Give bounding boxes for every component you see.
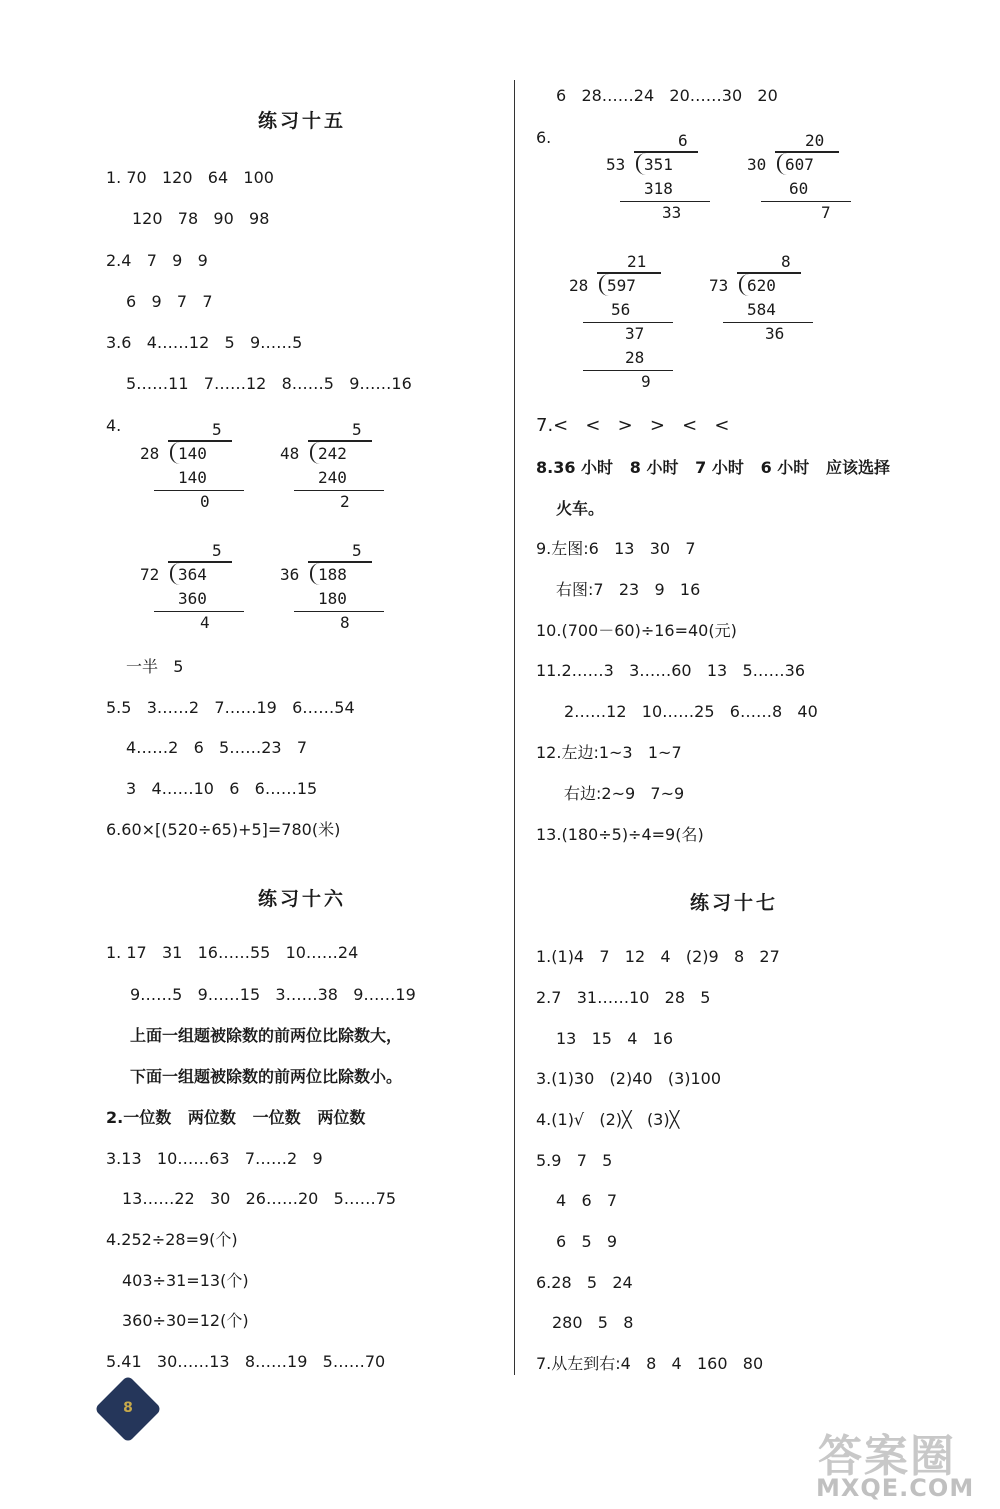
answer-line: 2.7 31……10 28 5 (536, 988, 711, 1007)
answer-line: 403÷31=13(个) (122, 1271, 249, 1290)
divisor: 30 (747, 155, 767, 174)
answer-line: 7.< < > > < < (536, 415, 730, 436)
answer-line: 2.4 7 9 9 (106, 251, 208, 270)
watermark-logo: 答案圈 (818, 1431, 956, 1482)
answer-line: 1. 70 120 64 100 (106, 168, 274, 187)
watermark (812, 1420, 992, 1502)
column-divider (514, 80, 515, 1375)
partial-remainder: 37 (625, 324, 645, 343)
answer-line: 1.(1)4 7 12 4 (2)9 8 27 (536, 947, 780, 966)
divisor: 73 (709, 276, 729, 295)
answer-line: 3.13 10……63 7……2 9 (106, 1149, 323, 1168)
product: 28 (625, 348, 645, 367)
divisor: 36 (280, 565, 300, 584)
section-title-15: 练习十五 (258, 110, 347, 132)
product: 240 (318, 468, 347, 487)
answer-line: 2.一位数 两位数 一位数 两位数 (106, 1108, 366, 1127)
quotient: 6 (678, 131, 688, 150)
product: 318 (644, 179, 673, 198)
answer-line: 4 6 7 (556, 1191, 618, 1210)
subtraction-line (154, 611, 244, 612)
answer-line: 3.6 4……12 5 9……5 (106, 333, 303, 352)
long-division (709, 252, 889, 362)
answer-line: 火车。 (556, 499, 605, 518)
answer-line: 5……11 7……12 8……5 9……16 (126, 374, 412, 393)
answer-line: 下面一组题被除数的前两位比除数小。 (130, 1067, 403, 1086)
answer-line: 6.28 5 24 (536, 1273, 633, 1292)
dividend: 364 (178, 565, 207, 584)
answer-line: 4.252÷28=9(个) (106, 1230, 238, 1249)
answer-line: 6. (536, 128, 552, 147)
subtraction-line (154, 490, 244, 491)
product: 140 (178, 468, 207, 487)
remainder: 8 (340, 613, 350, 632)
remainder: 7 (821, 203, 831, 222)
remainder: 4 (200, 613, 210, 632)
product: 56 (611, 300, 631, 319)
answer-line: 9.左图:6 13 30 7 (536, 539, 696, 558)
subtraction-line (620, 201, 710, 202)
remainder: 33 (662, 203, 682, 222)
long-division (747, 131, 927, 241)
answer-line: 5.9 7 5 (536, 1151, 613, 1170)
quotient: 21 (627, 252, 647, 271)
product: 60 (789, 179, 809, 198)
answer-line: 13.(180÷5)÷4=9(名) (536, 825, 704, 844)
answer-line: 3 4……10 6 6……15 (126, 779, 318, 798)
product: 180 (318, 589, 347, 608)
remainder: 9 (641, 372, 651, 391)
answer-line: 10.(700－60)÷16=40(元) (536, 621, 737, 640)
answer-line: 右图:7 23 9 16 (556, 580, 701, 599)
answer-line: 13 15 4 16 (556, 1029, 674, 1048)
section-title-16: 练习十六 (258, 888, 347, 910)
dividend: 597 (607, 276, 636, 295)
subtraction-line (723, 322, 813, 323)
divisor: 28 (569, 276, 589, 295)
quotient: 5 (352, 420, 362, 439)
answer-line: 右边:2~9 7~9 (564, 784, 685, 803)
answer-line: 360÷30=12(个) (122, 1311, 249, 1330)
subtraction-line (583, 370, 673, 371)
answer-line: 12.左边:1~3 1~7 (536, 743, 682, 762)
divisor: 28 (140, 444, 160, 463)
divisor: 48 (280, 444, 300, 463)
divisor: 72 (140, 565, 160, 584)
quotient: 5 (212, 420, 222, 439)
answer-line: 7.从左到右:4 8 4 160 80 (536, 1354, 764, 1373)
remainder: 0 (200, 492, 210, 511)
answer-line: 11.2……3 3……60 13 5……36 (536, 661, 806, 680)
answer-line: 13……22 30 26……20 5……75 (122, 1189, 397, 1208)
quotient: 5 (212, 541, 222, 560)
dividend: 140 (178, 444, 207, 463)
answer-line: 上面一组题被除数的前两位比除数大， (130, 1026, 403, 1045)
dividend: 607 (785, 155, 814, 174)
remainder: 36 (765, 324, 785, 343)
answer-line: 280 5 8 (552, 1313, 634, 1332)
divisor: 53 (606, 155, 626, 174)
answer-line: 5.5 3……2 7……19 6……54 (106, 698, 355, 717)
answer-line: 4.(1)√ (2)╳ (3)╳ (536, 1110, 680, 1129)
answer-line: 3.(1)30 (2)40 (3)100 (536, 1069, 722, 1088)
product: 360 (178, 589, 207, 608)
answer-line: 6 9 7 7 (126, 292, 213, 311)
long-division (280, 420, 460, 530)
subtraction-line (761, 201, 851, 202)
subtraction-line (294, 490, 384, 491)
answer-line: 6 5 9 (556, 1232, 618, 1251)
dividend: 188 (318, 565, 347, 584)
answer-line: 8.36 小时 8 小时 7 小时 6 小时 应该选择 (536, 458, 891, 477)
subtraction-line (583, 322, 673, 323)
product: 584 (747, 300, 776, 319)
answer-line: 5.41 30……13 8……19 5……70 (106, 1352, 386, 1371)
watermark-url: MXQE.COM (816, 1474, 975, 1502)
dividend: 242 (318, 444, 347, 463)
answer-line: 4. (106, 416, 122, 435)
answer-line: 9……5 9……15 3……38 9……19 (130, 985, 416, 1004)
long-division (280, 541, 460, 651)
quotient: 8 (781, 252, 791, 271)
page-number: 8 (123, 1400, 133, 1416)
answer-line: 1. 17 31 16……55 10……24 (106, 943, 359, 962)
answer-line: 4……2 6 5……23 7 (126, 738, 308, 757)
remainder: 2 (340, 492, 350, 511)
dividend: 620 (747, 276, 776, 295)
answer-line: 6 28……24 20……30 20 (556, 86, 778, 105)
answer-line: 一半 5 (126, 657, 184, 676)
answer-line: 120 78 90 98 (132, 209, 270, 228)
answer-line: 2……12 10……25 6……8 40 (564, 702, 818, 721)
quotient: 20 (805, 131, 825, 150)
quotient: 5 (352, 541, 362, 560)
answer-line: 6.60×[(520÷65)+5]=780(米) (106, 820, 341, 839)
subtraction-line (294, 611, 384, 612)
section-title-17: 练习十七 (690, 892, 779, 914)
dividend: 351 (644, 155, 673, 174)
